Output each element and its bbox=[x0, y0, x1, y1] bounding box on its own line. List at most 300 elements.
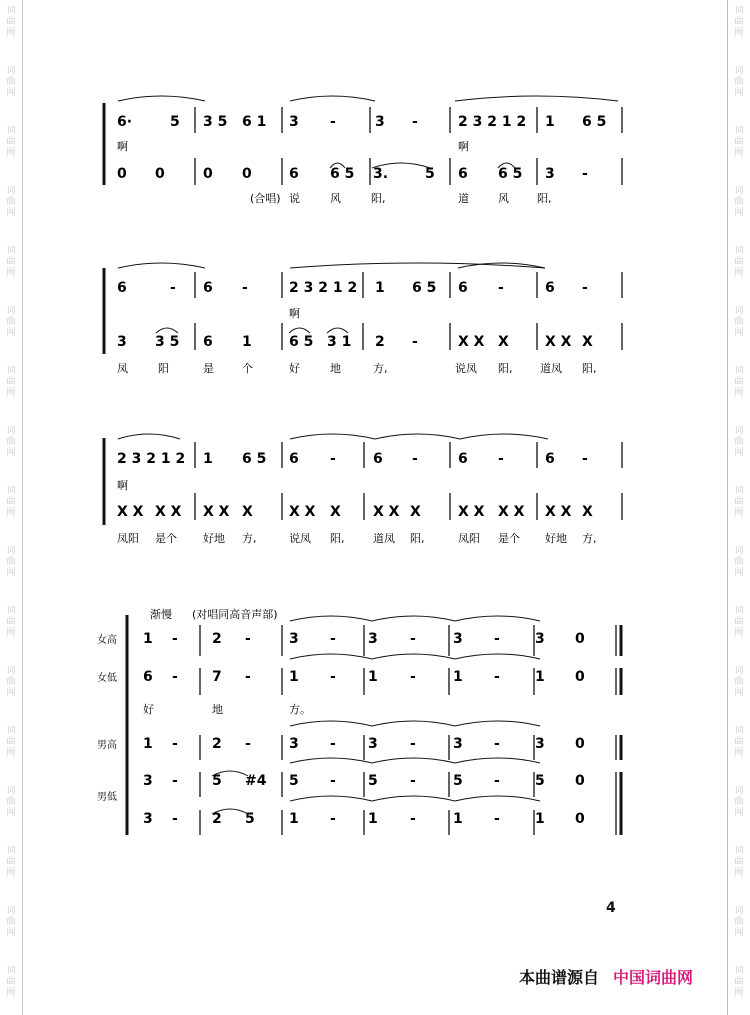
slur bbox=[455, 96, 618, 101]
watermark-char: 网 bbox=[6, 508, 16, 518]
watermark-char: 词 bbox=[6, 6, 16, 16]
tenor-note: 0 bbox=[575, 736, 585, 752]
slur bbox=[290, 96, 375, 101]
bass2-note: - bbox=[410, 811, 416, 827]
bass1-note: 5 bbox=[453, 773, 463, 789]
tenor-note: - bbox=[410, 736, 416, 752]
slur bbox=[118, 263, 205, 268]
s3-upper-note: - bbox=[412, 451, 418, 467]
alto-note: 1 bbox=[289, 669, 299, 685]
s3-lower-lyric: 凤阳 bbox=[458, 532, 480, 545]
bass1-note: 5 bbox=[212, 773, 222, 789]
watermark-char: 网 bbox=[6, 328, 16, 338]
slur bbox=[290, 796, 372, 801]
soprano-note: - bbox=[494, 631, 500, 647]
watermark-char: 网 bbox=[734, 808, 744, 818]
s3-lower-lyric: 阳, bbox=[410, 532, 425, 545]
watermark-char: 曲 bbox=[6, 137, 16, 147]
s3-upper-note: 6 bbox=[458, 451, 468, 467]
watermark-char: 曲 bbox=[6, 257, 16, 267]
bass1-note: 3 bbox=[143, 773, 153, 789]
s3-upper-note: - bbox=[330, 451, 336, 467]
s2-lower-lyric: 阳, bbox=[498, 362, 513, 375]
watermark-char: 词 bbox=[734, 966, 744, 976]
soprano-note: - bbox=[410, 631, 416, 647]
slur bbox=[455, 758, 540, 763]
watermark-char: 网 bbox=[734, 28, 744, 38]
watermark-char: 曲 bbox=[734, 17, 744, 27]
watermark-char: 网 bbox=[734, 928, 744, 938]
s1-lower-lyric: (合唱) bbox=[250, 192, 281, 205]
s3-lower-lyric: 说凤 bbox=[289, 532, 311, 545]
watermark-char: 曲 bbox=[6, 557, 16, 567]
watermark-char: 词 bbox=[734, 186, 744, 196]
tenor-note: 3 bbox=[289, 736, 299, 752]
watermark-char: 词 bbox=[6, 726, 16, 736]
s1-lower-note: 0 bbox=[203, 166, 213, 182]
s2-lower-lyric: 阳, bbox=[582, 362, 597, 375]
s2-lower-note: 1 bbox=[242, 334, 252, 350]
s2-upper-note: 1 bbox=[375, 280, 385, 296]
watermark-char: 曲 bbox=[6, 377, 16, 387]
performance-note: (对唱同高音声部) bbox=[192, 608, 278, 621]
alto-lyric: 方。 bbox=[289, 703, 311, 716]
bass2-note: 1 bbox=[535, 811, 545, 827]
s1-upper-lyric: 啊 bbox=[458, 140, 469, 153]
s3-lower-note: X bbox=[582, 504, 593, 520]
watermark-char: 曲 bbox=[6, 917, 16, 927]
watermark-char: 网 bbox=[6, 268, 16, 278]
soprano-note: 3 bbox=[535, 631, 545, 647]
s1-lower-note: 6 5 bbox=[330, 166, 355, 182]
watermark-char: 曲 bbox=[734, 497, 744, 507]
watermark-char: 词 bbox=[6, 606, 16, 616]
s3-lower-note: X bbox=[330, 504, 341, 520]
s1-upper-note: - bbox=[412, 114, 418, 130]
s1-lower-note: 0 bbox=[155, 166, 165, 182]
soprano-note: 3 bbox=[453, 631, 463, 647]
s1-upper-note: - bbox=[330, 114, 336, 130]
watermark-char: 网 bbox=[6, 208, 16, 218]
watermark-char: 曲 bbox=[734, 977, 744, 987]
bass1-note: - bbox=[494, 773, 500, 789]
s3-lower-lyric: 是个 bbox=[498, 532, 520, 545]
s3-lower-lyric: 是个 bbox=[155, 532, 177, 545]
s2-upper-note: - bbox=[582, 280, 588, 296]
watermark-char: 曲 bbox=[6, 17, 16, 27]
part-label: 男低 bbox=[97, 792, 117, 803]
slur bbox=[118, 434, 180, 439]
slur bbox=[290, 721, 372, 726]
watermark-char: 词 bbox=[6, 126, 16, 136]
slur bbox=[290, 758, 372, 763]
soprano-note: 0 bbox=[575, 631, 585, 647]
slur bbox=[372, 654, 455, 659]
watermark-char: 词 bbox=[6, 966, 16, 976]
s3-upper-note: - bbox=[582, 451, 588, 467]
s1-upper-note: 3 bbox=[289, 114, 299, 130]
s3-upper-note: 6 5 bbox=[242, 451, 267, 467]
s2-lower-lyric: 方, bbox=[373, 362, 388, 375]
watermark-char: 曲 bbox=[734, 317, 744, 327]
bass2-note: - bbox=[172, 811, 178, 827]
watermark-char: 词 bbox=[6, 906, 16, 916]
s2-upper-note: - bbox=[170, 280, 176, 296]
watermark-char: 词 bbox=[734, 246, 744, 256]
s3-lower-note: X bbox=[410, 504, 421, 520]
watermark-char: 网 bbox=[6, 568, 16, 578]
s1-lower-note: - bbox=[582, 166, 588, 182]
watermark-char: 网 bbox=[734, 628, 744, 638]
soprano-note: 1 bbox=[143, 631, 153, 647]
watermark-char: 曲 bbox=[6, 497, 16, 507]
watermark-char: 曲 bbox=[6, 857, 16, 867]
watermark-char: 网 bbox=[6, 28, 16, 38]
slur bbox=[118, 96, 205, 101]
tenor-note: 3 bbox=[453, 736, 463, 752]
bass2-note: 3 bbox=[143, 811, 153, 827]
watermark-char: 网 bbox=[734, 748, 744, 758]
watermark-char: 词 bbox=[734, 306, 744, 316]
slur bbox=[156, 328, 178, 333]
alto-lyric: 好 bbox=[143, 703, 154, 716]
s3-lower-note: X X bbox=[155, 504, 182, 520]
s3-upper-note: 6 bbox=[373, 451, 383, 467]
alto-note: 1 bbox=[368, 669, 378, 685]
watermark-char: 曲 bbox=[734, 557, 744, 567]
bass1-note: #4 bbox=[245, 773, 267, 789]
s3-lower-note: X X bbox=[203, 504, 230, 520]
alto-note: 7 bbox=[212, 669, 222, 685]
soprano-note: 2 bbox=[212, 631, 222, 647]
watermark-char: 词 bbox=[6, 246, 16, 256]
watermark-char: 曲 bbox=[6, 77, 16, 87]
s1-lower-lyric: 阳, bbox=[537, 192, 552, 205]
s3-lower-note: X X bbox=[289, 504, 316, 520]
brand-text: 中国词曲网 bbox=[613, 968, 694, 987]
watermark-char: 词 bbox=[6, 786, 16, 796]
watermark-char: 词 bbox=[734, 126, 744, 136]
s1-lower-note: 0 bbox=[242, 166, 252, 182]
watermark-char: 网 bbox=[6, 748, 16, 758]
bass2-note: 1 bbox=[453, 811, 463, 827]
s3-lower-lyric: 方, bbox=[582, 532, 597, 545]
watermark-char: 网 bbox=[6, 448, 16, 458]
alto-note: 1 bbox=[535, 669, 545, 685]
s2-upper-note: 6 bbox=[117, 280, 127, 296]
s1-upper-note: 3 bbox=[375, 114, 385, 130]
s1-upper-note: 6· bbox=[117, 114, 133, 130]
watermark-char: 曲 bbox=[734, 437, 744, 447]
s3-lower-note: X X bbox=[498, 504, 525, 520]
soprano-note: - bbox=[172, 631, 178, 647]
s2-upper-lyric: 啊 bbox=[289, 307, 300, 320]
s1-upper-note: 2 3 2 1 2 bbox=[458, 114, 527, 130]
bass1-note: 5 bbox=[535, 773, 545, 789]
tenor-note: - bbox=[494, 736, 500, 752]
watermark-char: 词 bbox=[6, 486, 16, 496]
watermark-char: 网 bbox=[734, 208, 744, 218]
s1-lower-note: 6 bbox=[289, 166, 299, 182]
soprano-note: 3 bbox=[289, 631, 299, 647]
watermark-char: 网 bbox=[734, 268, 744, 278]
watermark-char: 词 bbox=[734, 906, 744, 916]
slur bbox=[372, 758, 455, 763]
alto-note: - bbox=[410, 669, 416, 685]
s3-lower-lyric: 道凤 bbox=[373, 532, 395, 545]
soprano-note: 3 bbox=[368, 631, 378, 647]
watermark-char: 网 bbox=[6, 808, 16, 818]
soprano-note: - bbox=[245, 631, 251, 647]
s3-lower-lyric: 阳, bbox=[330, 532, 345, 545]
s3-lower-note: X X bbox=[117, 504, 144, 520]
s2-lower-note: 6 bbox=[203, 334, 213, 350]
watermark-char: 网 bbox=[734, 148, 744, 158]
part-label: 女高 bbox=[97, 635, 117, 646]
s2-upper-note: 6 bbox=[203, 280, 213, 296]
watermark-char: 词 bbox=[6, 846, 16, 856]
watermark-char: 网 bbox=[6, 88, 16, 98]
s2-lower-lyric: 地 bbox=[330, 362, 341, 375]
slur bbox=[290, 654, 372, 659]
s2-upper-note: 6 bbox=[545, 280, 555, 296]
s3-lower-note: X X bbox=[458, 504, 485, 520]
source-text: 本曲谱源自 bbox=[519, 968, 600, 987]
tempo-marking: 渐慢 bbox=[150, 608, 172, 621]
watermark-char: 曲 bbox=[6, 737, 16, 747]
watermark-char: 网 bbox=[734, 568, 744, 578]
slur bbox=[327, 328, 348, 333]
s1-lower-lyric: 道 bbox=[458, 192, 469, 205]
watermark-char: 曲 bbox=[6, 977, 16, 987]
watermark-char: 网 bbox=[6, 868, 16, 878]
s2-lower-note: 2 bbox=[375, 334, 385, 350]
soprano-note: - bbox=[330, 631, 336, 647]
s1-lower-note: 6 5 bbox=[498, 166, 523, 182]
s3-lower-note: X X bbox=[545, 504, 572, 520]
watermark-char: 曲 bbox=[734, 197, 744, 207]
watermark-char: 网 bbox=[734, 328, 744, 338]
watermark-char: 曲 bbox=[6, 677, 16, 687]
slur bbox=[455, 654, 540, 659]
slur bbox=[455, 721, 540, 726]
watermark-char: 曲 bbox=[734, 257, 744, 267]
s2-lower-lyric: 是 bbox=[203, 362, 214, 375]
s2-lower-note: X X bbox=[458, 334, 485, 350]
watermark-char: 词 bbox=[6, 426, 16, 436]
watermark-char: 曲 bbox=[6, 317, 16, 327]
bass2-note: 5 bbox=[245, 811, 255, 827]
s1-upper-note: 3 5 bbox=[203, 114, 228, 130]
tenor-note: 3 bbox=[535, 736, 545, 752]
slur bbox=[372, 796, 455, 801]
s2-lower-lyric: 道凤 bbox=[540, 362, 562, 375]
bass2-note: 0 bbox=[575, 811, 585, 827]
tenor-note: 2 bbox=[212, 736, 222, 752]
s1-lower-note: 3 bbox=[545, 166, 555, 182]
slur bbox=[455, 796, 540, 801]
alto-note: 6 bbox=[143, 669, 153, 685]
bass2-note: 2 bbox=[212, 811, 222, 827]
s2-lower-lyric: 阳 bbox=[158, 362, 169, 375]
watermark-char: 曲 bbox=[6, 437, 16, 447]
watermark-char: 曲 bbox=[734, 857, 744, 867]
watermark-char: 曲 bbox=[734, 377, 744, 387]
watermark-char: 网 bbox=[734, 388, 744, 398]
s3-upper-note: - bbox=[498, 451, 504, 467]
watermark-char: 曲 bbox=[734, 797, 744, 807]
watermark-char: 词 bbox=[734, 66, 744, 76]
s1-upper-note: 6 5 bbox=[582, 114, 607, 130]
s2-lower-note: - bbox=[412, 334, 418, 350]
watermark-char: 词 bbox=[6, 366, 16, 376]
bass2-note: 1 bbox=[289, 811, 299, 827]
alto-note: 0 bbox=[575, 669, 585, 685]
watermark-char: 词 bbox=[734, 426, 744, 436]
bass1-note: - bbox=[330, 773, 336, 789]
slur bbox=[290, 434, 375, 439]
s2-lower-note: 3 bbox=[117, 334, 127, 350]
slur bbox=[460, 434, 548, 439]
s1-upper-note: 1 bbox=[545, 114, 555, 130]
bass1-note: - bbox=[172, 773, 178, 789]
s1-lower-note: 6 bbox=[458, 166, 468, 182]
s1-lower-note: 5 bbox=[425, 166, 435, 182]
slur bbox=[372, 721, 455, 726]
s1-lower-lyric: 阳, bbox=[371, 192, 386, 205]
s1-lower-note: 0 bbox=[117, 166, 127, 182]
s1-lower-lyric: 说 bbox=[289, 192, 300, 205]
watermark-char: 网 bbox=[6, 988, 16, 998]
watermark-char: 词 bbox=[734, 846, 744, 856]
watermark-char: 网 bbox=[734, 988, 744, 998]
s2-lower-lyric: 说凤 bbox=[455, 362, 477, 375]
watermark-char: 网 bbox=[734, 508, 744, 518]
slur bbox=[289, 328, 310, 333]
s2-upper-note: 2 3 2 1 2 bbox=[289, 280, 358, 296]
bass2-note: 1 bbox=[368, 811, 378, 827]
watermark-char: 曲 bbox=[6, 617, 16, 627]
watermark-char: 曲 bbox=[734, 617, 744, 627]
part-label: 男高 bbox=[97, 740, 117, 751]
watermark-char: 词 bbox=[734, 666, 744, 676]
watermark-char: 网 bbox=[6, 928, 16, 938]
watermark-char: 曲 bbox=[6, 197, 16, 207]
s3-lower-note: X bbox=[242, 504, 253, 520]
s2-upper-note: 6 5 bbox=[412, 280, 437, 296]
watermark-char: 曲 bbox=[6, 797, 16, 807]
slur bbox=[290, 616, 372, 621]
bass1-note: 5 bbox=[289, 773, 299, 789]
watermark-char: 网 bbox=[6, 148, 16, 158]
watermark-char: 词 bbox=[734, 486, 744, 496]
watermark-char: 词 bbox=[734, 726, 744, 736]
watermark-char: 网 bbox=[6, 688, 16, 698]
s3-lower-lyric: 凤阳 bbox=[117, 532, 139, 545]
watermark-char: 词 bbox=[734, 786, 744, 796]
s3-lower-lyric: 好地 bbox=[203, 532, 225, 545]
page-number: 4 bbox=[606, 900, 616, 916]
s3-upper-note: 1 bbox=[203, 451, 213, 467]
watermark-char: 词 bbox=[6, 66, 16, 76]
s1-lower-note: 3. bbox=[373, 166, 389, 182]
watermark-char: 词 bbox=[6, 186, 16, 196]
s2-lower-lyric: 凤 bbox=[117, 362, 128, 375]
s3-lower-lyric: 好地 bbox=[545, 532, 567, 545]
alto-note: - bbox=[172, 669, 178, 685]
bass1-note: 5 bbox=[368, 773, 378, 789]
bass2-note: - bbox=[330, 811, 336, 827]
watermark-char: 曲 bbox=[734, 137, 744, 147]
s2-lower-note: X X bbox=[545, 334, 572, 350]
s1-upper-note: 5 bbox=[170, 114, 180, 130]
s2-upper-note: - bbox=[498, 280, 504, 296]
watermark-char: 词 bbox=[6, 666, 16, 676]
s1-upper-lyric: 啊 bbox=[117, 140, 128, 153]
s2-lower-note: 6 5 bbox=[289, 334, 314, 350]
watermark-char: 词 bbox=[6, 306, 16, 316]
s3-upper-note: 6 bbox=[289, 451, 299, 467]
slur bbox=[372, 616, 455, 621]
watermark-char: 词 bbox=[734, 6, 744, 16]
alto-note: 1 bbox=[453, 669, 463, 685]
s1-upper-note: 6 1 bbox=[242, 114, 267, 130]
watermark-char: 词 bbox=[734, 606, 744, 616]
slur bbox=[375, 434, 460, 439]
watermark-char: 网 bbox=[734, 448, 744, 458]
watermark-char: 词 bbox=[734, 366, 744, 376]
alto-note: - bbox=[330, 669, 336, 685]
s1-lower-lyric: 风 bbox=[498, 192, 509, 205]
tenor-note: - bbox=[245, 736, 251, 752]
watermark-char: 词 bbox=[6, 546, 16, 556]
watermark-char: 网 bbox=[734, 868, 744, 878]
bass2-note: - bbox=[494, 811, 500, 827]
s2-lower-note: 3 1 bbox=[327, 334, 352, 350]
s2-lower-lyric: 好 bbox=[289, 362, 300, 375]
watermark-char: 曲 bbox=[734, 77, 744, 87]
watermark-char: 曲 bbox=[734, 917, 744, 927]
s3-upper-note: 2 3 2 1 2 bbox=[117, 451, 186, 467]
watermark-char: 网 bbox=[734, 688, 744, 698]
s2-lower-note: 3 5 bbox=[155, 334, 180, 350]
source-footer bbox=[519, 965, 693, 988]
alto-note: - bbox=[494, 669, 500, 685]
watermark-char: 曲 bbox=[734, 677, 744, 687]
s2-upper-note: - bbox=[242, 280, 248, 296]
slur bbox=[455, 616, 540, 621]
bass1-note: 0 bbox=[575, 773, 585, 789]
bass1-note: - bbox=[410, 773, 416, 789]
s2-lower-note: X bbox=[582, 334, 593, 350]
watermark-char: 网 bbox=[6, 388, 16, 398]
s3-lower-lyric: 方, bbox=[242, 532, 257, 545]
alto-note: - bbox=[245, 669, 251, 685]
watermark-char: 网 bbox=[734, 88, 744, 98]
s1-lower-lyric: 风 bbox=[330, 192, 341, 205]
s2-upper-note: 6 bbox=[458, 280, 468, 296]
watermark-char: 网 bbox=[6, 628, 16, 638]
watermark-char: 曲 bbox=[734, 737, 744, 747]
s2-lower-lyric: 个 bbox=[242, 362, 253, 375]
tenor-note: - bbox=[172, 736, 178, 752]
alto-lyric: 地 bbox=[212, 703, 223, 716]
tenor-note: 3 bbox=[368, 736, 378, 752]
watermark-char: 词 bbox=[734, 546, 744, 556]
s3-upper-lyric: 啊 bbox=[117, 479, 128, 492]
tenor-note: - bbox=[330, 736, 336, 752]
s3-lower-note: X X bbox=[373, 504, 400, 520]
